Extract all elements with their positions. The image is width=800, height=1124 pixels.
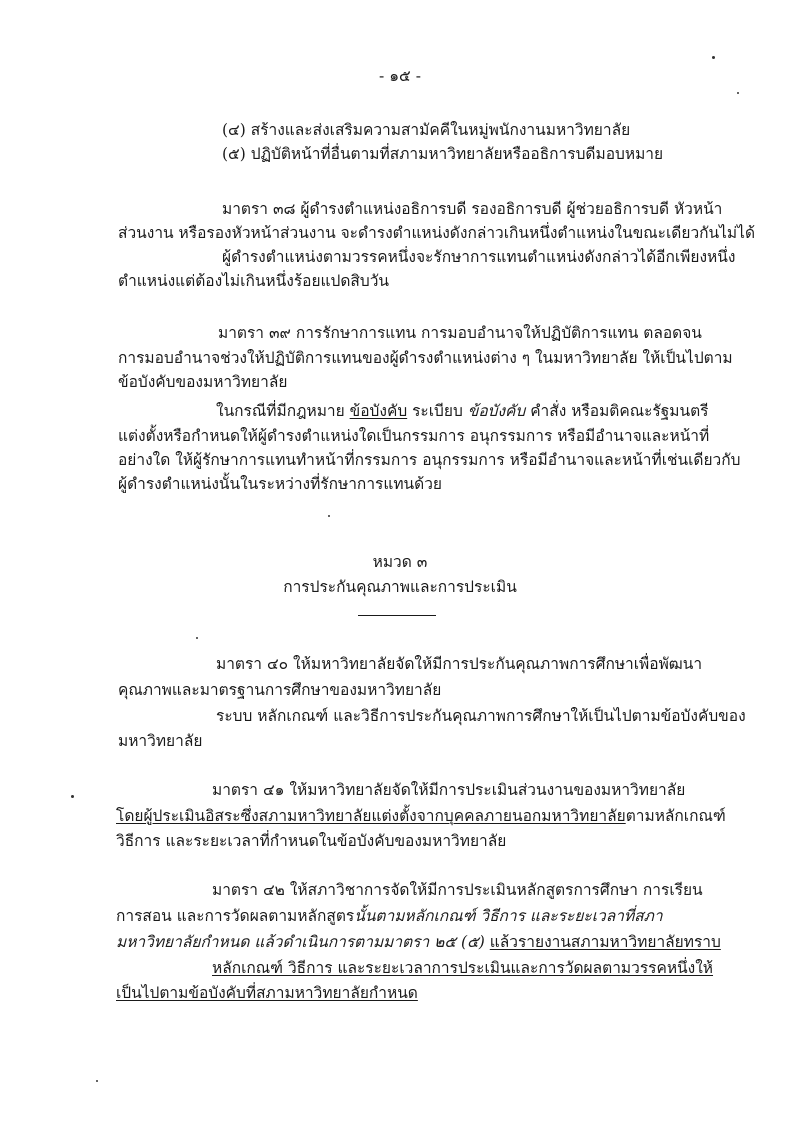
s39-text-a: ในกรณีที่มีกฎหมาย <box>216 402 350 420</box>
s42-text-a: การสอน และการวัดผลตามหลักสูตร <box>116 907 355 925</box>
section-42-line-3 <box>116 932 721 952</box>
section-42-line-5: เป็นไปตามข้อบังคับที่สภามหาวิทยาลัยกำหนด <box>116 984 418 1002</box>
s42-underlined-clause-a: แล้วรายงานสภามหาวิทยาลัยทราบ <box>489 933 721 951</box>
s42-italic-clause-a: นั้นตามหลักเกณฑ์ วิธีการ และระยะเวลาที่สภา <box>354 907 663 925</box>
section-40-line-1: มาตรา ๔๐ ให้มหาวิทยาลัยจัดให้มีการประกันคุณภาพการศึกษาเพื่อพัฒนา <box>216 655 703 673</box>
section-41-line-1: มาตรา ๔๑ ให้มหาวิทยาลัยจัดให้มีการประเมินส่วนงานของมหาวิทยาลัย <box>212 781 686 799</box>
page-number: - ๑๕ - <box>379 67 421 85</box>
item-4: (๔) สร้างและส่งเสริมความสามัคคีในหมู่พนักงานมหาวิทยาลัย <box>222 121 631 139</box>
section-41-line-2 <box>116 806 726 826</box>
s39-text-c: ระเบียบ <box>407 402 468 420</box>
item-5: (๕) ปฏิบัติหน้าที่อื่นตามที่สภามหาวิทยาลัยหรืออธิการบดีมอบหมาย <box>222 145 664 163</box>
section-39-line-6: อย่างใด ให้ผู้รักษาการแทนทำหน้าที่กรรมการ อนุกรรมการ หรือมีอำนาจและหน้าที่เช่นเดียวกับ <box>118 451 741 469</box>
s41-text-b: ตามหลักเกณฑ์ <box>625 807 726 825</box>
s39-italic-term: ข้อบังคับ <box>467 402 526 420</box>
scan-speck <box>737 92 739 94</box>
scan-speck <box>71 795 74 798</box>
scan-speck <box>196 637 198 639</box>
section-38-line-1: มาตรา ๓๘ ผู้ดำรงตำแหน่งอธิการบดี รองอธิการบดี ผู้ช่วยอธิการบดี หัวหน้า <box>222 200 723 218</box>
section-40-line-2: คุณภาพและมาตรฐานการศึกษาของมหาวิทยาลัย <box>118 681 442 699</box>
s42-italic-clause-b: มหาวิทยาลัยกำหนด แล้วดำเนินการตามมาตรา ๒๕ (๕) <box>116 933 485 951</box>
section-40-line-3: ระบบ หลักเกณฑ์ และวิธีการประกันคุณภาพการศึกษาให้เป็นไปตามข้อบังคับของ <box>216 707 746 725</box>
section-39-line-4 <box>216 401 709 421</box>
section-42-line-2 <box>116 906 663 926</box>
s39-underlined-term: ข้อบังคับ <box>349 402 408 420</box>
chapter-divider <box>358 615 436 616</box>
section-38-line-3: ผู้ดำรงตำแหน่งตามวรรคหนึ่งจะรักษาการแทนตำแหน่งดังกล่าวได้อีกเพียงหนึ่ง <box>222 248 736 266</box>
chapter-subtitle: การประกันคุณภาพและการประเมิน <box>283 578 517 596</box>
section-42-line-4: หลักเกณฑ์ วิธีการ และระยะเวลาการประเมินและการวัดผลตามวรรคหนึ่งให้ <box>212 959 714 977</box>
scan-speck <box>712 56 715 59</box>
section-39-line-3: ข้อบังคับของมหาวิทยาลัย <box>118 373 288 391</box>
section-41-line-3: วิธีการ และระยะเวลาที่กำหนดในข้อบังคับของมหาวิทยาลัย <box>116 832 507 850</box>
scan-speck <box>96 1080 98 1082</box>
section-39-line-2: การมอบอำนาจช่วงให้ปฏิบัติการแทนของผู้ดำรงตำแหน่งต่าง ๆ ในมหาวิทยาลัย ให้เป็นไปตาม <box>118 349 733 367</box>
section-39-line-1: มาตรา ๓๙ การรักษาการแทน การมอบอำนาจให้ปฏิบัติการแทน ตลอดจน <box>218 324 702 342</box>
s39-text-e: คำสั่ง หรือมติคณะรัฐมนตรี <box>525 402 709 420</box>
section-38-line-2: ส่วนงาน หรือรองหัวหน้าส่วนงาน จะดำรงตำแหน่งดังกล่าวเกินหนึ่งตำแหน่งในขณะเดียวกันไม่ได้ <box>118 224 756 242</box>
chapter-title: หมวด ๓ <box>372 553 428 571</box>
s41-underlined-clause: โดยผู้ประเมินอิสระซึ่งสภามหาวิทยาลัยแต่งตั้งจากบุคคลภายนอกมหาวิทยาลัย <box>116 807 626 825</box>
section-39-line-5: แต่งตั้งหรือกำหนดให้ผู้ดำรงตำแหน่งใดเป็นกรรมการ อนุกรรมการ หรือมีอำนาจและหน้าที่ <box>118 427 710 445</box>
section-42-line-1: มาตรา ๔๒ ให้สภาวิชาการจัดให้มีการประเมินหลักสูตรการศึกษา การเรียน <box>212 881 703 899</box>
section-39-line-7: ผู้ดำรงตำแหน่งนั้นในระหว่างที่รักษาการแทนด้วย <box>118 475 443 493</box>
section-38-line-4: ตำแหน่งแต่ต้องไม่เกินหนึ่งร้อยแปดสิบวัน <box>118 272 390 290</box>
section-40-line-4: มหาวิทยาลัย <box>118 732 203 750</box>
scan-speck <box>328 515 330 517</box>
